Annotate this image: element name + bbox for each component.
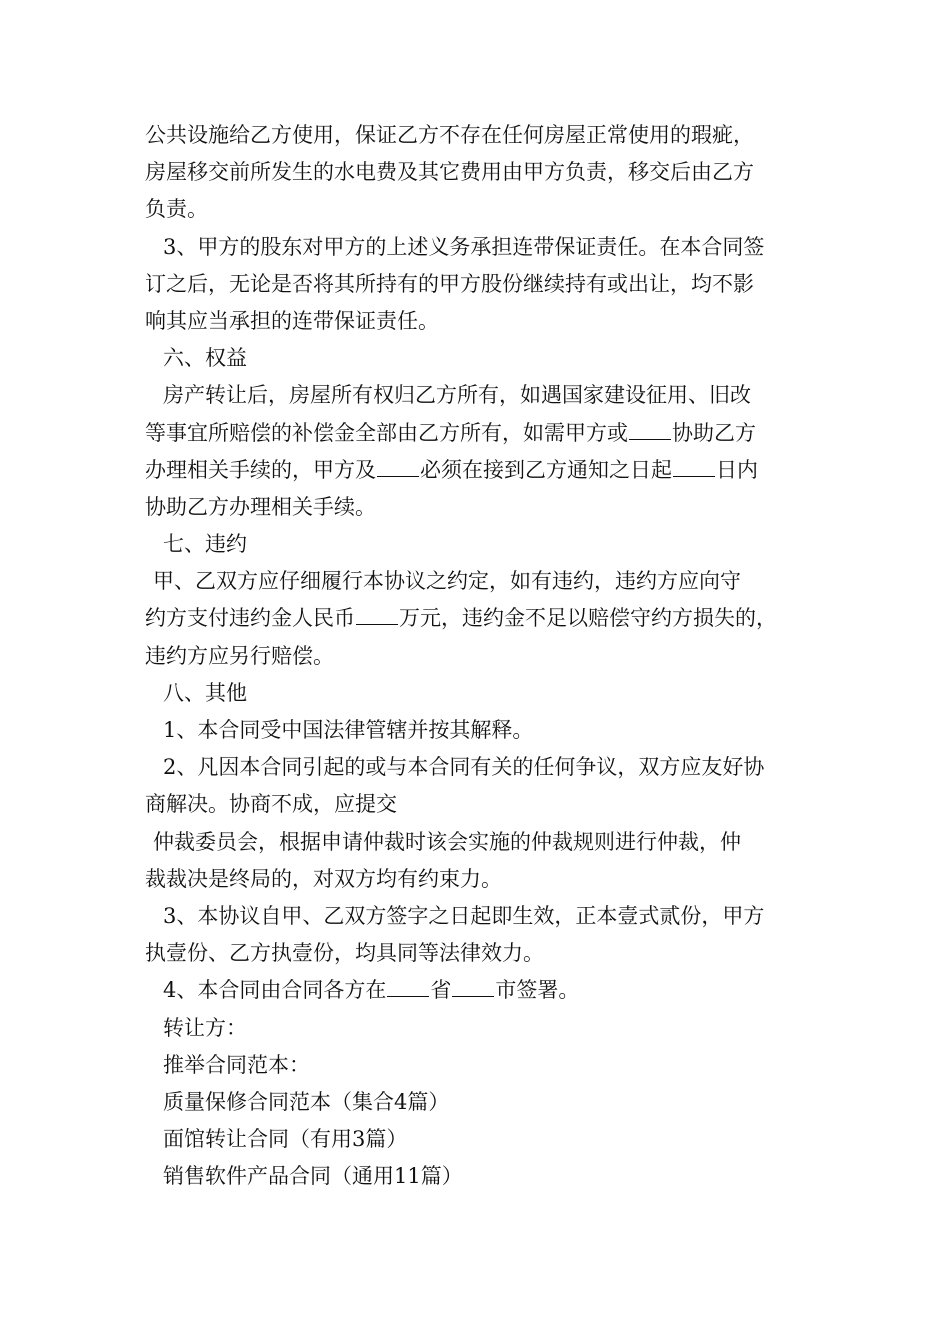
text-line [145, 303, 835, 340]
line-text: 2、凡因本合同引起的或与本合同有关的任何争议，双方应友好协 [163, 755, 765, 780]
line-text-segment: 协助乙方 [672, 420, 756, 445]
text-line [145, 898, 835, 935]
line-text-segment: 省 [430, 978, 452, 1003]
line-text: 公共设施给乙方使用，保证乙方不存在任何房屋正常使用的瑕疵， [145, 123, 754, 147]
line-text: 3、甲方的股东对甲方的上述义务承担连带保证责任。在本合同签 [163, 234, 765, 259]
line-text-segment: 约方支付违约金人民币 [145, 606, 355, 631]
text-line [145, 972, 835, 1009]
text-line [145, 1084, 835, 1121]
document-page [145, 117, 835, 1195]
text-line [145, 824, 835, 861]
text-line [145, 786, 835, 823]
text-line [145, 489, 835, 526]
line-text: 质量保修合同范本（集合4篇） [163, 1089, 450, 1114]
line-text-segment: 4、本合同由合同各方在 [163, 978, 387, 1003]
text-line [145, 526, 835, 563]
line-text: 八、其他 [163, 680, 247, 705]
text-line [145, 1121, 835, 1158]
text-line [145, 377, 835, 414]
line-text: 裁裁决是终局的，对双方均有约束力。 [145, 866, 502, 891]
text-line [145, 712, 835, 749]
line-text: 房产转让后，房屋所有权归乙方所有，如遇国家建设征用、旧改 [163, 383, 751, 408]
line-text: 负责。 [145, 197, 208, 222]
fill-in-blank [356, 604, 398, 625]
text-line [145, 191, 835, 228]
line-text: 房屋移交前所发生的水电费及其它费用由甲方负责，移交后由乙方 [145, 160, 754, 185]
text-line [145, 935, 835, 972]
line-text: 甲、乙双方应仔细履行本协议之约定，如有违约，违约方应向守 [153, 569, 741, 594]
text-line [145, 117, 835, 154]
line-text: 订之后，无论是否将其所持有的甲方股份继续持有或出让，均不影 [145, 271, 754, 296]
line-text: 六、权益 [163, 346, 247, 371]
fill-in-blank [452, 976, 494, 997]
line-text: 面馆转让合同（有用3篇） [163, 1127, 408, 1152]
text-line [145, 600, 835, 637]
line-text-segment: 万元，违约金不足以赔偿守约方损失的， [399, 606, 777, 631]
fill-in-blank [673, 456, 715, 477]
text-line [145, 340, 835, 377]
line-text: 违约方应另行赔偿。 [145, 643, 334, 668]
line-text: 响其应当承担的连带保证责任。 [145, 308, 439, 333]
text-line [145, 563, 835, 600]
line-text-segment: 等事宜所赔偿的补偿金全部由乙方所有，如需甲方或 [145, 420, 628, 445]
fill-in-blank [387, 976, 429, 997]
line-text: 推举合同范本： [163, 1052, 310, 1077]
line-text-segment: 必须在接到乙方通知之日起 [420, 457, 672, 482]
line-text-segment: 日内 [716, 457, 758, 482]
text-line [145, 1010, 835, 1047]
line-text-segment: 办理相关手续的，甲方及 [145, 457, 376, 482]
text-line [145, 154, 835, 191]
text-line [145, 675, 835, 712]
line-text: 转让方： [163, 1015, 247, 1040]
text-line [145, 229, 835, 266]
line-text: 执壹份、乙方执壹份，均具同等法律效力。 [145, 941, 544, 966]
line-text: 协助乙方办理相关手续。 [145, 494, 376, 519]
line-text: 销售软件产品合同（通用11篇） [163, 1164, 463, 1189]
text-line [145, 452, 835, 489]
text-line [145, 1047, 835, 1084]
text-line [145, 266, 835, 303]
fill-in-blank [629, 419, 671, 440]
text-line [145, 1158, 835, 1195]
text-line [145, 749, 835, 786]
line-text: 商解决。协商不成，应提交 [145, 792, 397, 817]
line-text: 七、违约 [163, 532, 247, 557]
line-text: 3、本协议自甲、乙双方签字之日起即生效，正本壹式贰份，甲方 [163, 903, 765, 928]
fill-in-blank [377, 456, 419, 477]
text-line [145, 415, 835, 452]
line-text: 1、本合同受中国法律管辖并按其解释。 [163, 718, 534, 742]
text-line [145, 861, 835, 898]
line-text: 仲裁委员会，根据申请仲裁时该会实施的仲裁规则进行仲裁，仲 [153, 829, 741, 854]
text-line [145, 638, 835, 675]
line-text-segment: 市签署。 [495, 978, 580, 1003]
